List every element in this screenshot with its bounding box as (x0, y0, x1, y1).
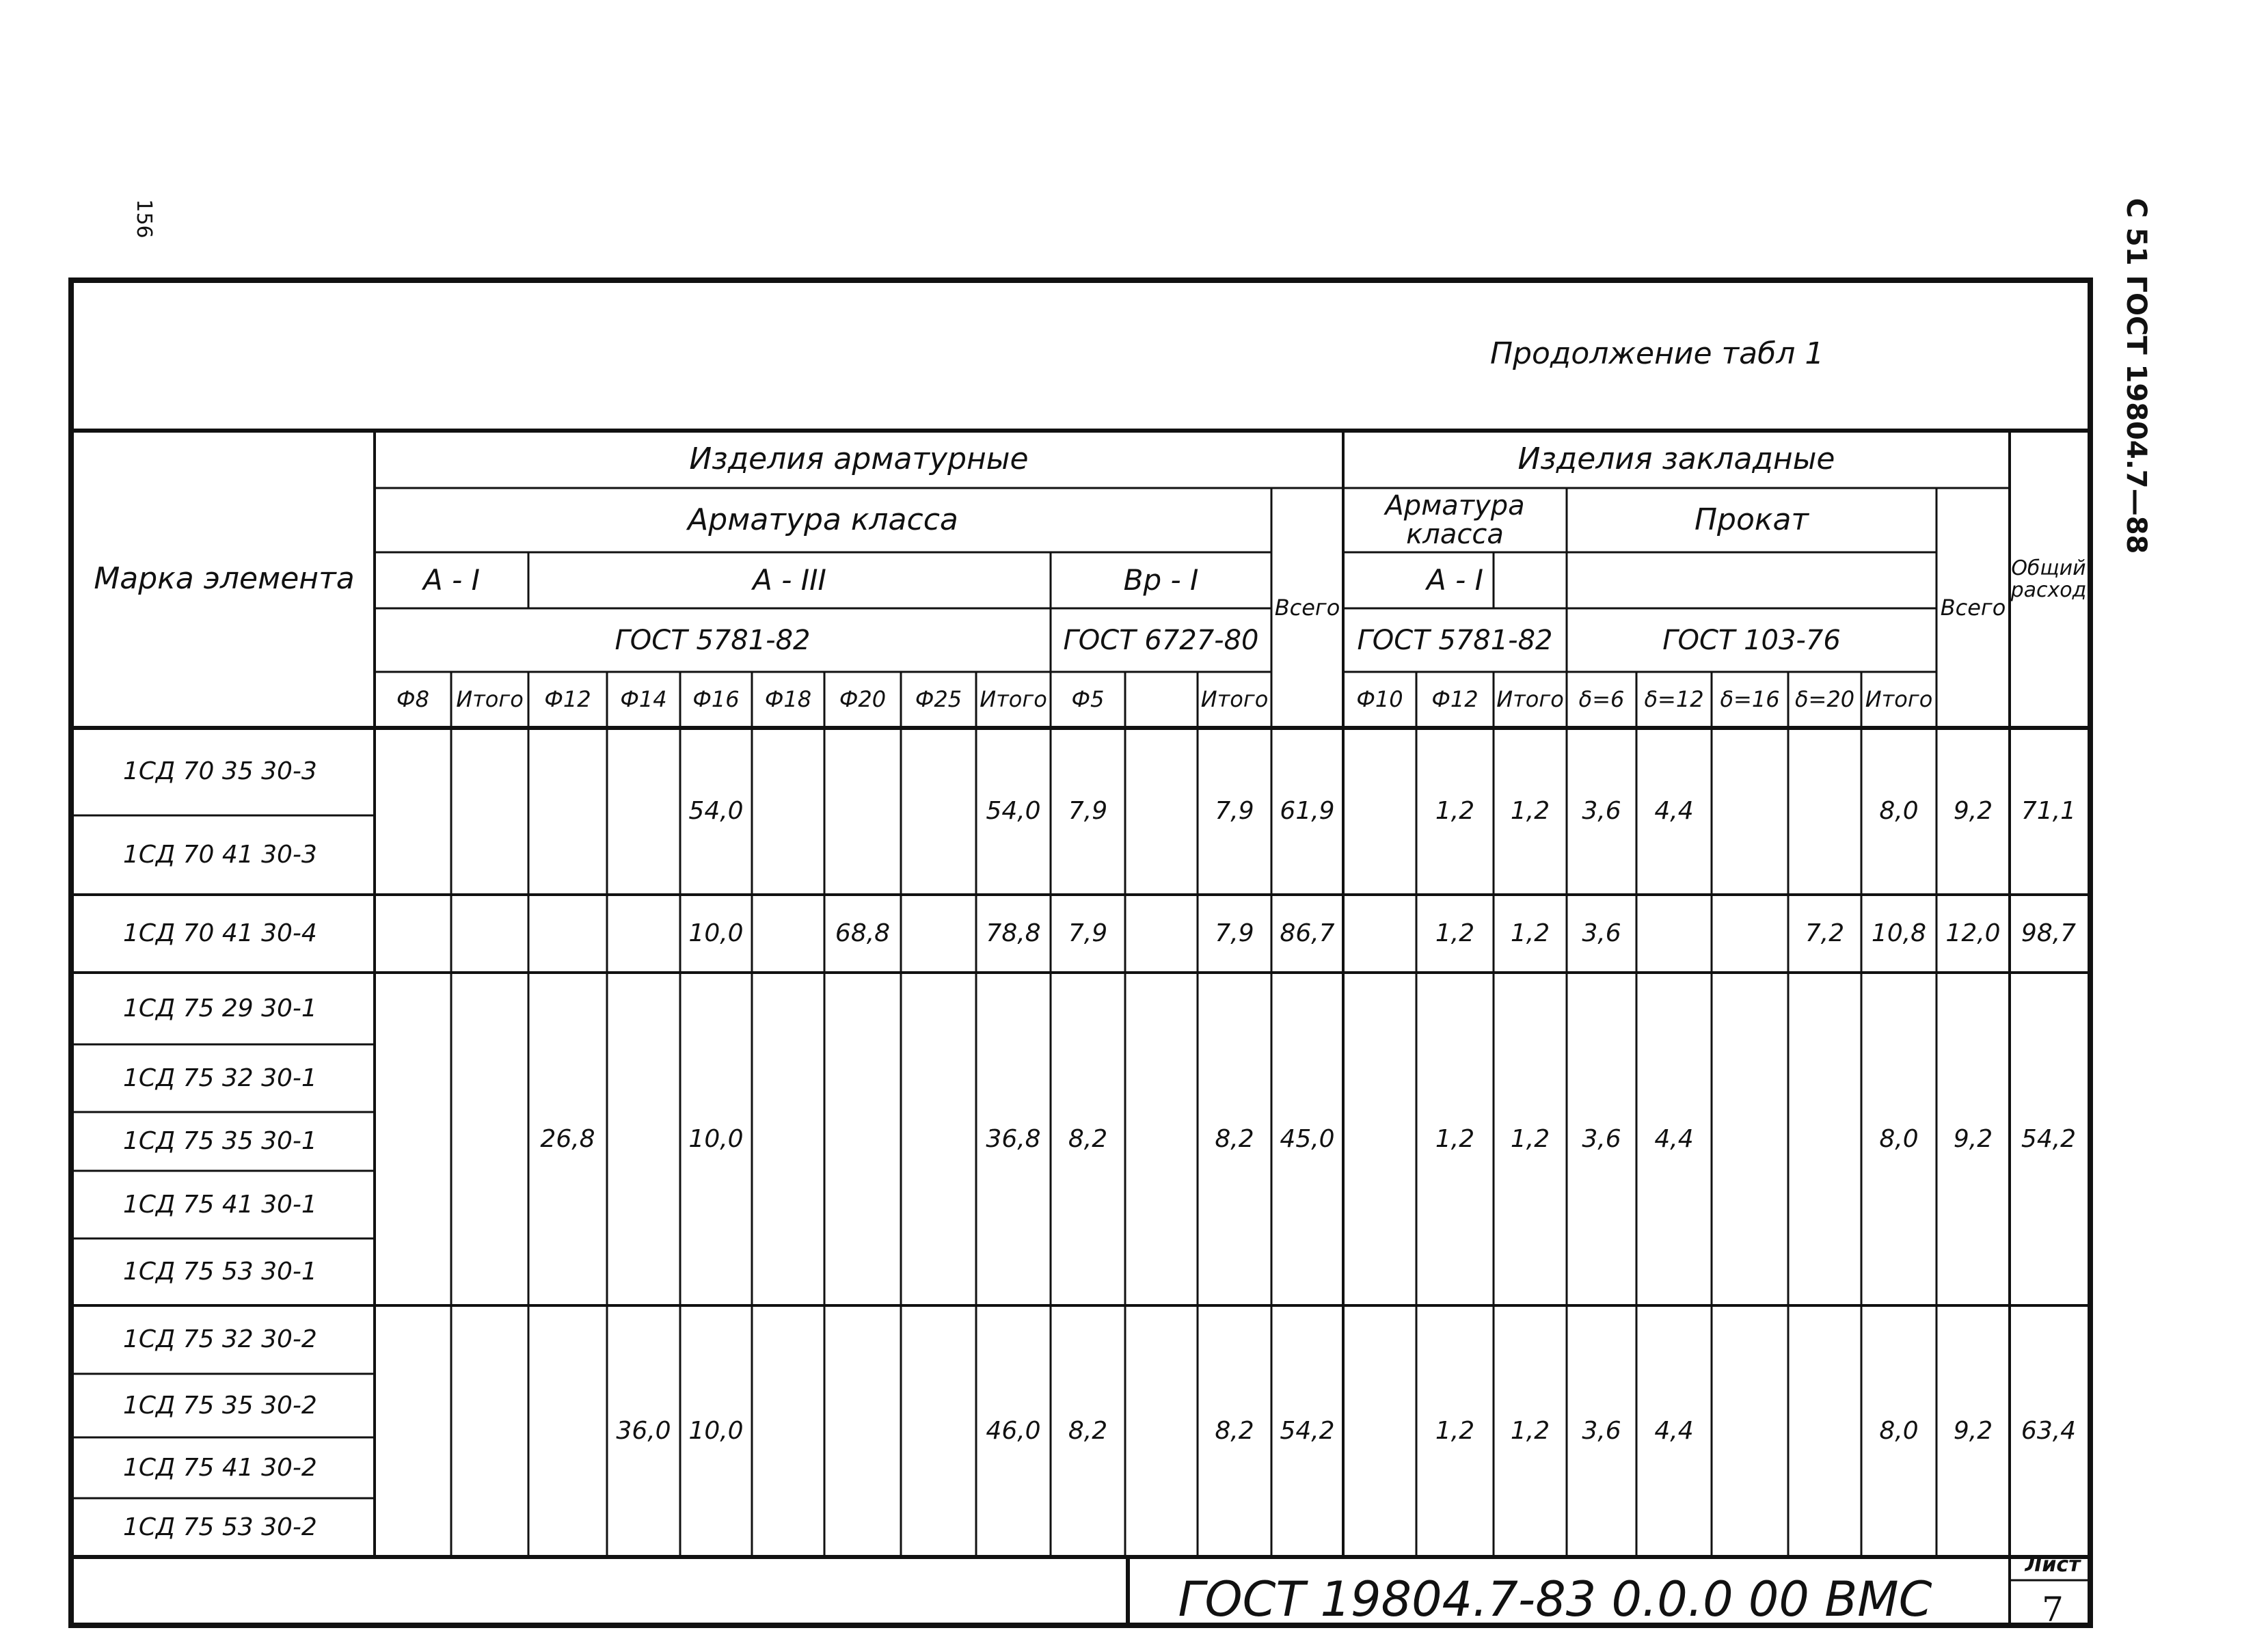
value-cell: 1,2 (1510, 1124, 1550, 1153)
value-cell: 68,8 (835, 919, 891, 948)
column-header: Итого (1496, 686, 1564, 713)
header-obshchiy-raskhod: Общий расход (2010, 556, 2087, 602)
element-mark: 1СД 70 41 30-3 (123, 841, 317, 869)
value-cell: 3,6 (1582, 797, 1621, 826)
header-class-a3: А - III (753, 563, 826, 597)
value-cell: 8,0 (1879, 797, 1919, 826)
element-mark: 1СД 75 41 30-2 (123, 1453, 317, 1482)
element-mark: 1СД 75 53 30-1 (123, 1258, 317, 1286)
value-cell: 1,2 (1510, 919, 1550, 948)
value-cell: 7,9 (1215, 797, 1254, 826)
value-cell: 61,9 (1280, 797, 1335, 826)
value-cell: 1,2 (1435, 1417, 1475, 1446)
header-class-a1-zakl: А - I (1427, 563, 1483, 597)
value-cell: 7,9 (1215, 919, 1254, 948)
value-cell: 63,4 (2021, 1417, 2077, 1446)
column-header: δ=12 (1644, 686, 1704, 713)
value-cell: 8,0 (1879, 1124, 1919, 1153)
value-cell: 3,6 (1582, 1417, 1621, 1446)
value-cell: 71,1 (2021, 797, 2077, 826)
side-gost-code: С 51 ГОСТ 19804.7—88 (2120, 198, 2152, 554)
value-cell: 8,2 (1215, 1124, 1254, 1153)
element-mark: 1СД 75 41 30-1 (123, 1190, 317, 1219)
element-mark: 1СД 75 53 30-2 (123, 1513, 317, 1542)
header-armatura-klassa-2: Арматура класса (1385, 490, 1525, 550)
column-header: δ=16 (1720, 686, 1780, 713)
value-cell: 1,2 (1510, 1417, 1550, 1446)
value-cell: 8,2 (1215, 1417, 1254, 1446)
header-zakladnye: Изделия закладные (1517, 441, 1835, 476)
header-vsego-1: Всего (1274, 594, 1340, 621)
value-cell: 54,2 (1280, 1417, 1335, 1446)
value-cell: 36,0 (616, 1417, 671, 1446)
header-class-bp1: Вр - I (1123, 563, 1199, 597)
value-cell: 45,0 (1280, 1124, 1335, 1153)
value-cell: 10,0 (688, 919, 744, 948)
value-cell: 54,2 (2021, 1124, 2077, 1153)
header-gost-5781-zakl: ГОСТ 5781-82 (1357, 624, 1553, 656)
value-cell: 10,0 (688, 1124, 744, 1153)
value-cell: 4,4 (1654, 797, 1694, 826)
page-number: 156 (132, 199, 156, 239)
header-class-a1: А - I (423, 563, 480, 597)
header-prokat: Прокат (1694, 502, 1809, 537)
value-cell: 1,2 (1435, 797, 1475, 826)
value-cell: 10,0 (688, 1417, 744, 1446)
column-header: Итого (980, 686, 1047, 713)
value-cell: 10,8 (1871, 919, 1927, 948)
header-armatura-klassa: Арматура класса (688, 502, 958, 537)
element-mark: 1СД 75 29 30-1 (123, 994, 317, 1022)
column-header: Ф16 (692, 686, 740, 713)
value-cell: 98,7 (2021, 919, 2077, 948)
element-mark: 1СД 70 35 30-3 (123, 757, 317, 786)
column-header: Ф5 (1071, 686, 1105, 713)
value-cell: 7,9 (1068, 797, 1108, 826)
element-mark: 1СД 70 41 30-4 (123, 919, 317, 948)
header-gost-103: ГОСТ 103-76 (1662, 624, 1841, 656)
title-block-designation: ГОСТ 19804.7-83 0.0.0 00 ВМС (1178, 1571, 1932, 1627)
value-cell: 3,6 (1582, 1124, 1621, 1153)
column-header: Ф14 (620, 686, 667, 713)
column-header: Итого (456, 686, 524, 713)
value-cell: 9,2 (1953, 1417, 1993, 1446)
element-mark: 1СД 75 32 30-2 (123, 1325, 317, 1354)
column-header: Итого (1865, 686, 1933, 713)
value-cell: 8,2 (1068, 1124, 1108, 1153)
header-marka: Марка элемента (94, 561, 355, 597)
column-header: Ф12 (544, 686, 591, 713)
value-cell: 46,0 (986, 1417, 1041, 1446)
element-mark: 1СД 75 35 30-2 (123, 1391, 317, 1420)
header-vsego-2: Всего (1940, 594, 2006, 621)
value-cell: 8,0 (1879, 1417, 1919, 1446)
header-gost-5781: ГОСТ 5781-82 (615, 624, 811, 656)
value-cell: 8,2 (1068, 1417, 1108, 1446)
header-gost-6727: ГОСТ 6727-80 (1063, 624, 1259, 656)
column-header: Итого (1200, 686, 1269, 713)
element-mark: 1СД 75 32 30-1 (123, 1064, 317, 1092)
sheet-number: 7 (2042, 1590, 2064, 1629)
value-cell: 1,2 (1510, 797, 1550, 826)
value-cell: 1,2 (1435, 1124, 1475, 1153)
column-header: Ф12 (1431, 686, 1479, 713)
sheet-label: Лист (2025, 1553, 2081, 1577)
column-header: Ф18 (764, 686, 812, 713)
table-caption: Продолжение табл 1 (1490, 336, 1824, 371)
element-mark: 1СД 75 35 30-1 (123, 1127, 317, 1156)
value-cell: 26,8 (540, 1124, 595, 1153)
column-header: Ф10 (1356, 686, 1403, 713)
value-cell: 1,2 (1435, 919, 1475, 948)
value-cell: 86,7 (1280, 919, 1335, 948)
value-cell: 9,2 (1953, 1124, 1993, 1153)
column-header: Ф20 (839, 686, 887, 713)
column-header: δ=6 (1578, 686, 1625, 713)
column-header: δ=20 (1794, 686, 1855, 713)
value-cell: 54,0 (986, 797, 1041, 826)
value-cell: 54,0 (688, 797, 744, 826)
value-cell: 3,6 (1582, 919, 1621, 948)
column-header: Ф25 (915, 686, 962, 713)
value-cell: 36,8 (986, 1124, 1041, 1153)
value-cell: 7,2 (1805, 919, 1845, 948)
value-cell: 12,0 (1945, 919, 2001, 948)
column-header: Ф8 (396, 686, 429, 713)
value-cell: 4,4 (1654, 1417, 1694, 1446)
header-armaturnye: Изделия арматурные (689, 441, 1029, 476)
value-cell: 78,8 (986, 919, 1041, 948)
value-cell: 4,4 (1654, 1124, 1694, 1153)
value-cell: 9,2 (1953, 797, 1993, 826)
value-cell: 7,9 (1068, 919, 1108, 948)
